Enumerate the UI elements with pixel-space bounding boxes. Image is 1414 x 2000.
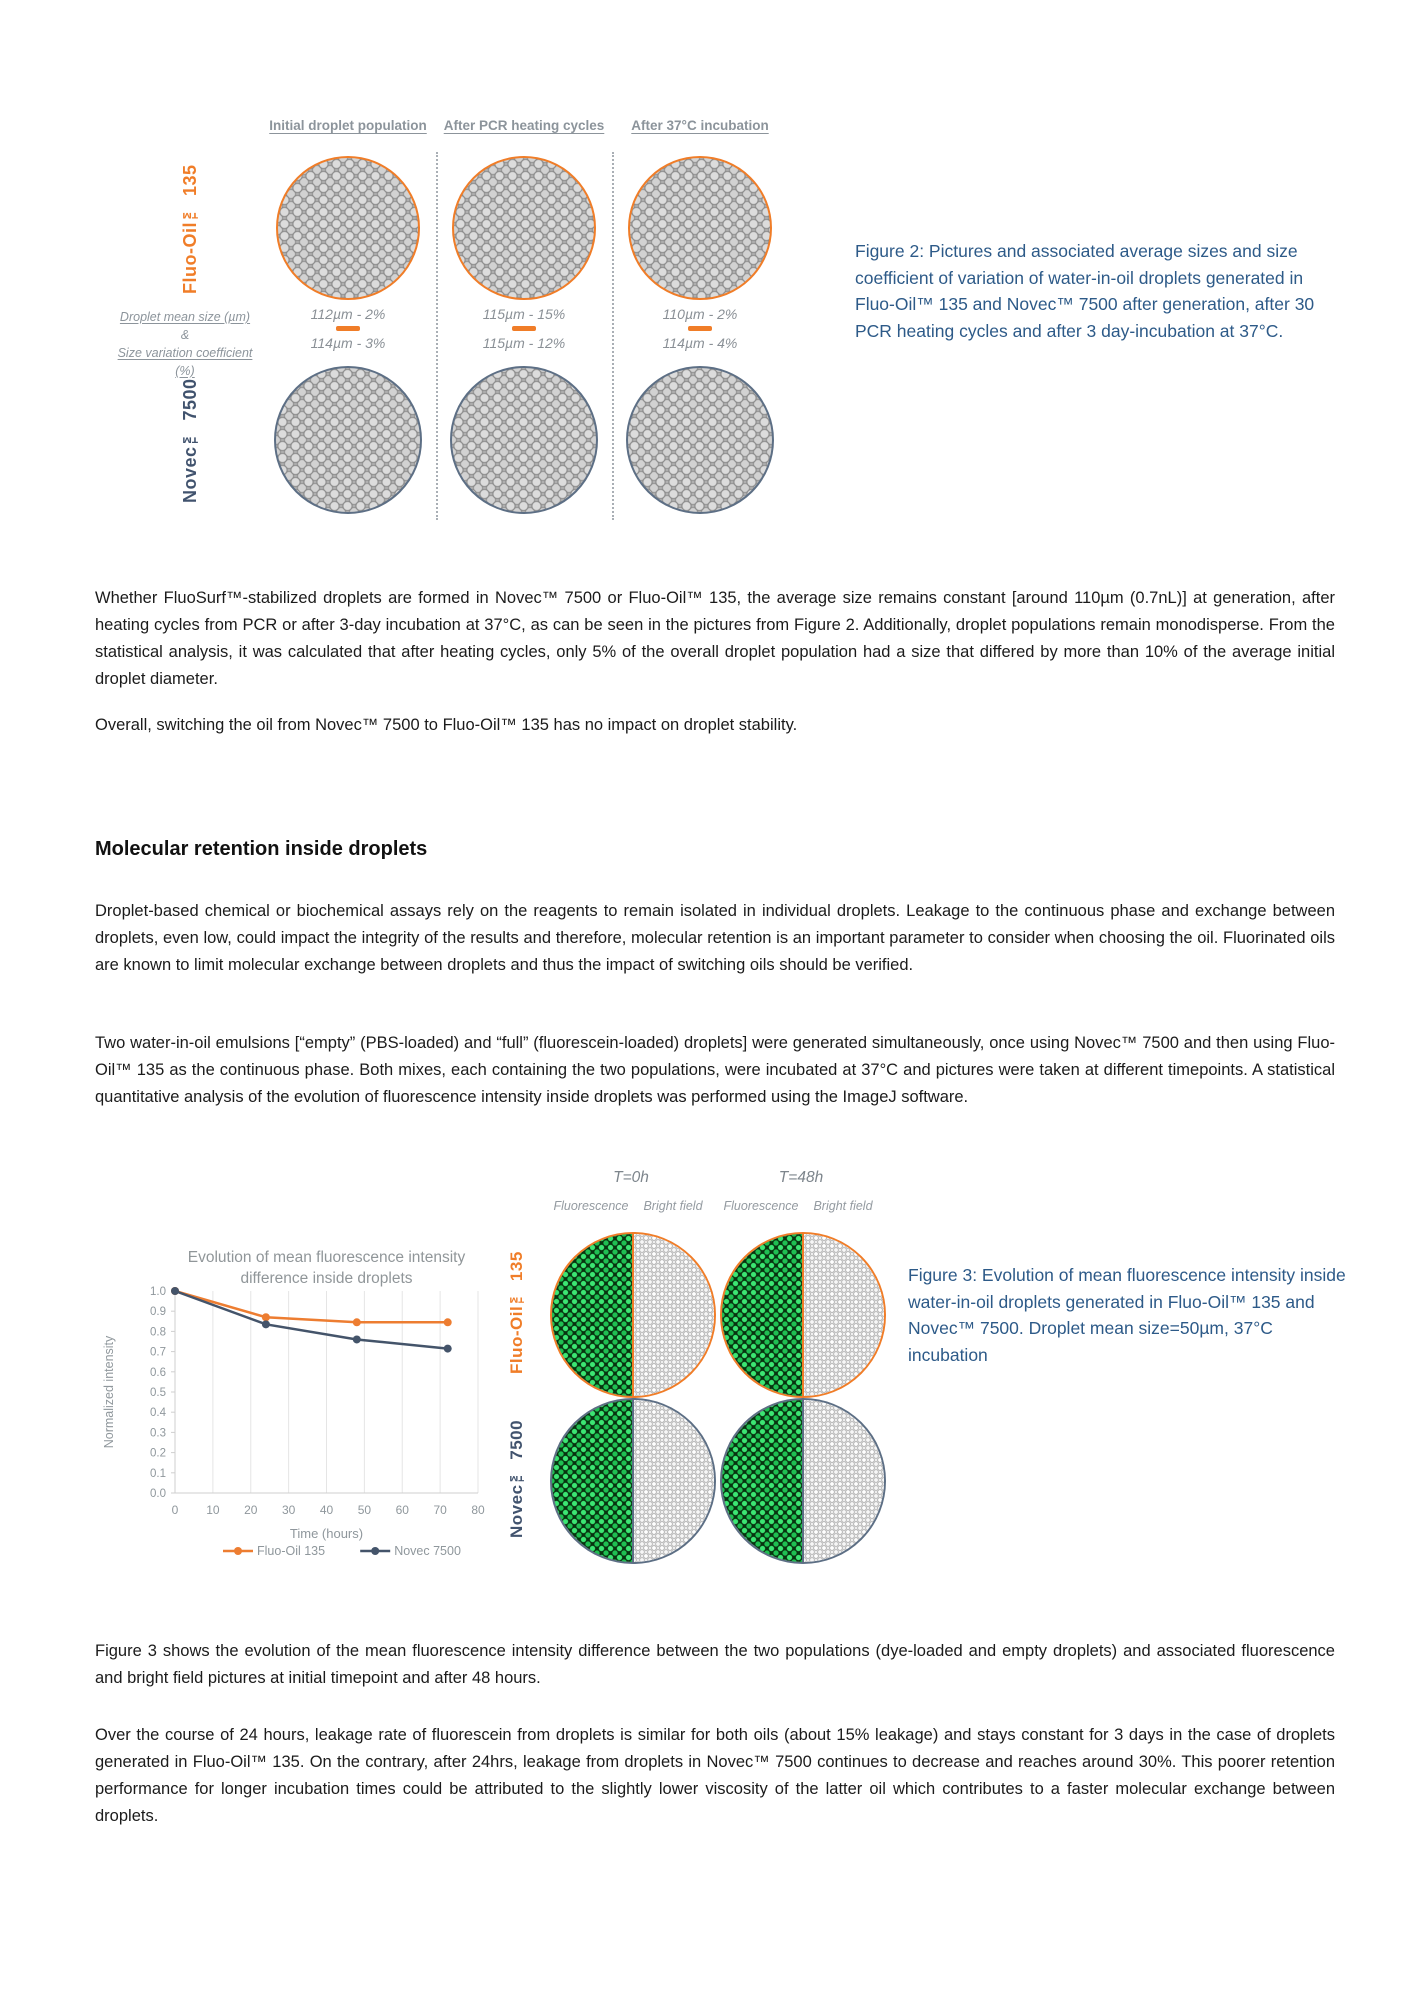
figure2-row-label-fluo-oil: Fluo-Oil™ 135 — [180, 164, 200, 294]
figure2-column-headers — [260, 118, 788, 133]
fluorescence-image-fluooil-t48 — [720, 1232, 886, 1398]
droplet-image-fluooil-initial — [276, 156, 420, 300]
legend-label: Novec 7500 — [394, 1544, 461, 1558]
y-tick-label: 0.7 — [150, 1346, 166, 1359]
figure2-measure-label: Droplet mean size (µm) & Size variation coefficient (%) — [117, 310, 253, 378]
time-header-t0: T=0h — [613, 1169, 649, 1186]
x-tick-label: 80 — [471, 1503, 485, 1517]
fluorescence-image-fluooil-t0 — [550, 1232, 716, 1398]
legend-label: Fluo-Oil 135 — [257, 1544, 326, 1558]
column-separator — [612, 152, 614, 520]
x-tick-label: 20 — [244, 1503, 258, 1517]
x-tick-label: 60 — [395, 1503, 409, 1517]
mode-label-brightfield-1: Bright field — [643, 1199, 703, 1213]
chart-title: difference inside droplets — [240, 1270, 413, 1287]
fluorescence-half — [552, 1234, 634, 1396]
figure2-panel — [110, 100, 790, 530]
paragraph-conclusion-stability: Overall, switching the oil from Novec™ 7500 to Fluo-Oil™ 135 has no impact on droplet stability. — [95, 716, 798, 734]
figure2-row-fluo-oil — [260, 156, 788, 302]
time-header-t48: T=48h — [778, 1169, 824, 1186]
x-tick-label: 50 — [357, 1503, 372, 1517]
section-heading-molecular-retention: Molecular retention inside droplets — [95, 838, 428, 860]
fluorescence-half — [722, 1234, 804, 1396]
figure2-row-novec — [260, 366, 788, 516]
y-tick-label: 0.6 — [150, 1366, 166, 1379]
series-marker — [171, 1287, 179, 1295]
figure2-header-initial: Initial droplet population — [269, 118, 427, 133]
brightfield-half — [634, 1400, 714, 1562]
size-value-col1: 112µm - 2% 114µm - 3% — [310, 306, 386, 351]
figure3-caption: Figure 3: Evolution of mean fluorescence intensity inside water-in-oil droplets generated in Fluo-Oil™ 135 and Novec™ 7500. Droplet mean size=50µm, 37°C incubation — [908, 1265, 1346, 1365]
series-marker — [444, 1345, 452, 1353]
series-marker — [262, 1320, 270, 1328]
y-tick-label: 0.4 — [150, 1407, 166, 1420]
y-tick-label: 1.0 — [150, 1286, 166, 1298]
figure3-row-label-fluo-oil: Fluo-Oil™ 135 — [507, 1251, 526, 1375]
series-marker — [353, 1335, 361, 1343]
brightfield-half — [804, 1234, 884, 1396]
orange-dash — [512, 326, 536, 331]
figure2-size-row — [110, 306, 788, 378]
mode-label-fluorescence-1: Fluorescence — [553, 1199, 629, 1213]
mode-label-fluorescence-2: Fluorescence — [723, 1199, 799, 1213]
y-tick-label: 0.2 — [150, 1447, 166, 1460]
figure2-caption: Figure 2: Pictures and associated average sizes and size coefficient of variation of water-in-oil droplets generated in Fluo-Oil™ 135 and Novec™ 7500 after generation, after 30 PCR heating cycles and after 3 day-incubation at 37°C. — [855, 241, 1315, 341]
figure2-header-incubation: After 37°C incubation — [631, 118, 769, 133]
y-axis-label: Normalized intensity — [102, 1335, 116, 1449]
figure2-header-pcr: After PCR heating cycles — [443, 118, 605, 133]
mode-label-brightfield-2: Bright field — [813, 1199, 873, 1213]
droplet-image-novec-initial — [274, 366, 422, 514]
y-tick-label: 0.8 — [150, 1326, 166, 1339]
fluorescence-intensity-chart — [95, 1238, 495, 1573]
series-marker — [262, 1313, 270, 1321]
x-axis-label: Time (hours) — [289, 1526, 364, 1541]
figure3-row-label-novec: Novec™ 7500 — [507, 1419, 526, 1539]
column-separator — [436, 152, 438, 520]
chart-title: Evolution of mean fluorescence intensity — [187, 1249, 466, 1266]
fluorescence-image-novec-t0 — [550, 1398, 716, 1564]
figure2-row-label-novec: Novec™ 7500 — [180, 378, 200, 504]
paragraph-retention-intro: Droplet-based chemical or biochemical assays rely on the reagents to remain isolated in individual droplets. Leakage to the continuous phase and exchange between droplets, even low, could impact the integrity of the results and therefore, molecular retention is an important parameter to consider when choosing the oil. Fluorinated oils are known to limit molecular exchange between droplets and thus the impact of switching oils should be verified. — [95, 902, 1335, 974]
x-tick-label: 30 — [281, 1503, 296, 1517]
paragraph-figure3-description: Figure 3 shows the evolution of the mean fluorescence intensity difference between the two populations (dye-loaded and empty droplets) and associated fluorescence and bright field pictures at initial timepoint and after 48 hours. — [95, 1642, 1335, 1687]
fluorescence-half — [722, 1400, 804, 1562]
paragraph-leakage-analysis: Over the course of 24 hours, leakage rate of fluorescein from droplets is similar for both oils (about 15% leakage) and stays constant for 3 days in the case of droplets generated in Fluo-Oil™ 135. On the contrary, after 24hrs, leakage from droplets in Novec™ 7500 continues to decrease and reaches around 30%. This poorer retention performance for longer incubation times could be attributed to the slightly lower viscosity of the latter oil which contributes to a faster molecular exchange between droplets. — [95, 1726, 1335, 1825]
size-value-col2: 115µm - 15% 115µm - 12% — [482, 306, 566, 351]
orange-dash — [336, 326, 360, 331]
series-marker — [353, 1318, 361, 1326]
paragraph-droplet-stability: Whether FluoSurf™-stabilized droplets are formed in Novec™ 7500 or Fluo-Oil™ 135, the average size remains constant [around 110µm (0.7nL)] at generation, after heating cycles from PCR or after 3-day incubation at 37°C, as can be seen in the pictures from Figure 2. Additionally, droplet populations remain monodisperse. From the statistical analysis, it was calculated that after heating cycles, only 5% of the overall droplet population had a size that differed by more than 10% of the average initial droplet diameter. — [95, 589, 1335, 688]
y-tick-label: 0.1 — [150, 1467, 166, 1480]
y-tick-label: 0.9 — [150, 1306, 166, 1319]
fluorescence-image-novec-t48 — [720, 1398, 886, 1564]
fluorescence-half — [552, 1400, 634, 1562]
brightfield-half — [634, 1234, 714, 1396]
y-tick-label: 0.3 — [150, 1427, 166, 1440]
y-tick-label: 0.5 — [150, 1387, 166, 1399]
figure3-panel — [505, 1165, 915, 1575]
size-value-col3: 110µm - 2% 114µm - 4% — [662, 306, 738, 351]
x-tick-label: 40 — [319, 1503, 334, 1517]
droplet-image-fluooil-pcr — [452, 156, 596, 300]
x-tick-label: 10 — [206, 1503, 220, 1517]
droplet-image-fluooil-incubation — [628, 156, 772, 300]
droplet-image-novec-pcr — [450, 366, 598, 514]
paragraph-emulsions-method: Two water-in-oil emulsions [“empty” (PBS-loaded) and “full” (fluorescein-loaded) droplets] were generated simultaneously, once using Novec™ 7500 and then using Fluo-Oil™ 135 as the continuous phase. Both mixes, each containing the two populations, were incubated at 37°C and pictures were taken at different timepoints. A statistical quantitative analysis of the evolution of fluorescence intensity inside droplets was performed using the ImageJ software. — [95, 1034, 1335, 1106]
series-marker — [444, 1318, 452, 1326]
y-tick-label: 0.0 — [150, 1488, 166, 1500]
orange-dash — [688, 326, 712, 331]
brightfield-half — [804, 1400, 884, 1562]
x-tick-label: 0 — [171, 1503, 179, 1517]
x-tick-label: 70 — [433, 1503, 447, 1517]
droplet-image-novec-incubation — [626, 366, 774, 514]
